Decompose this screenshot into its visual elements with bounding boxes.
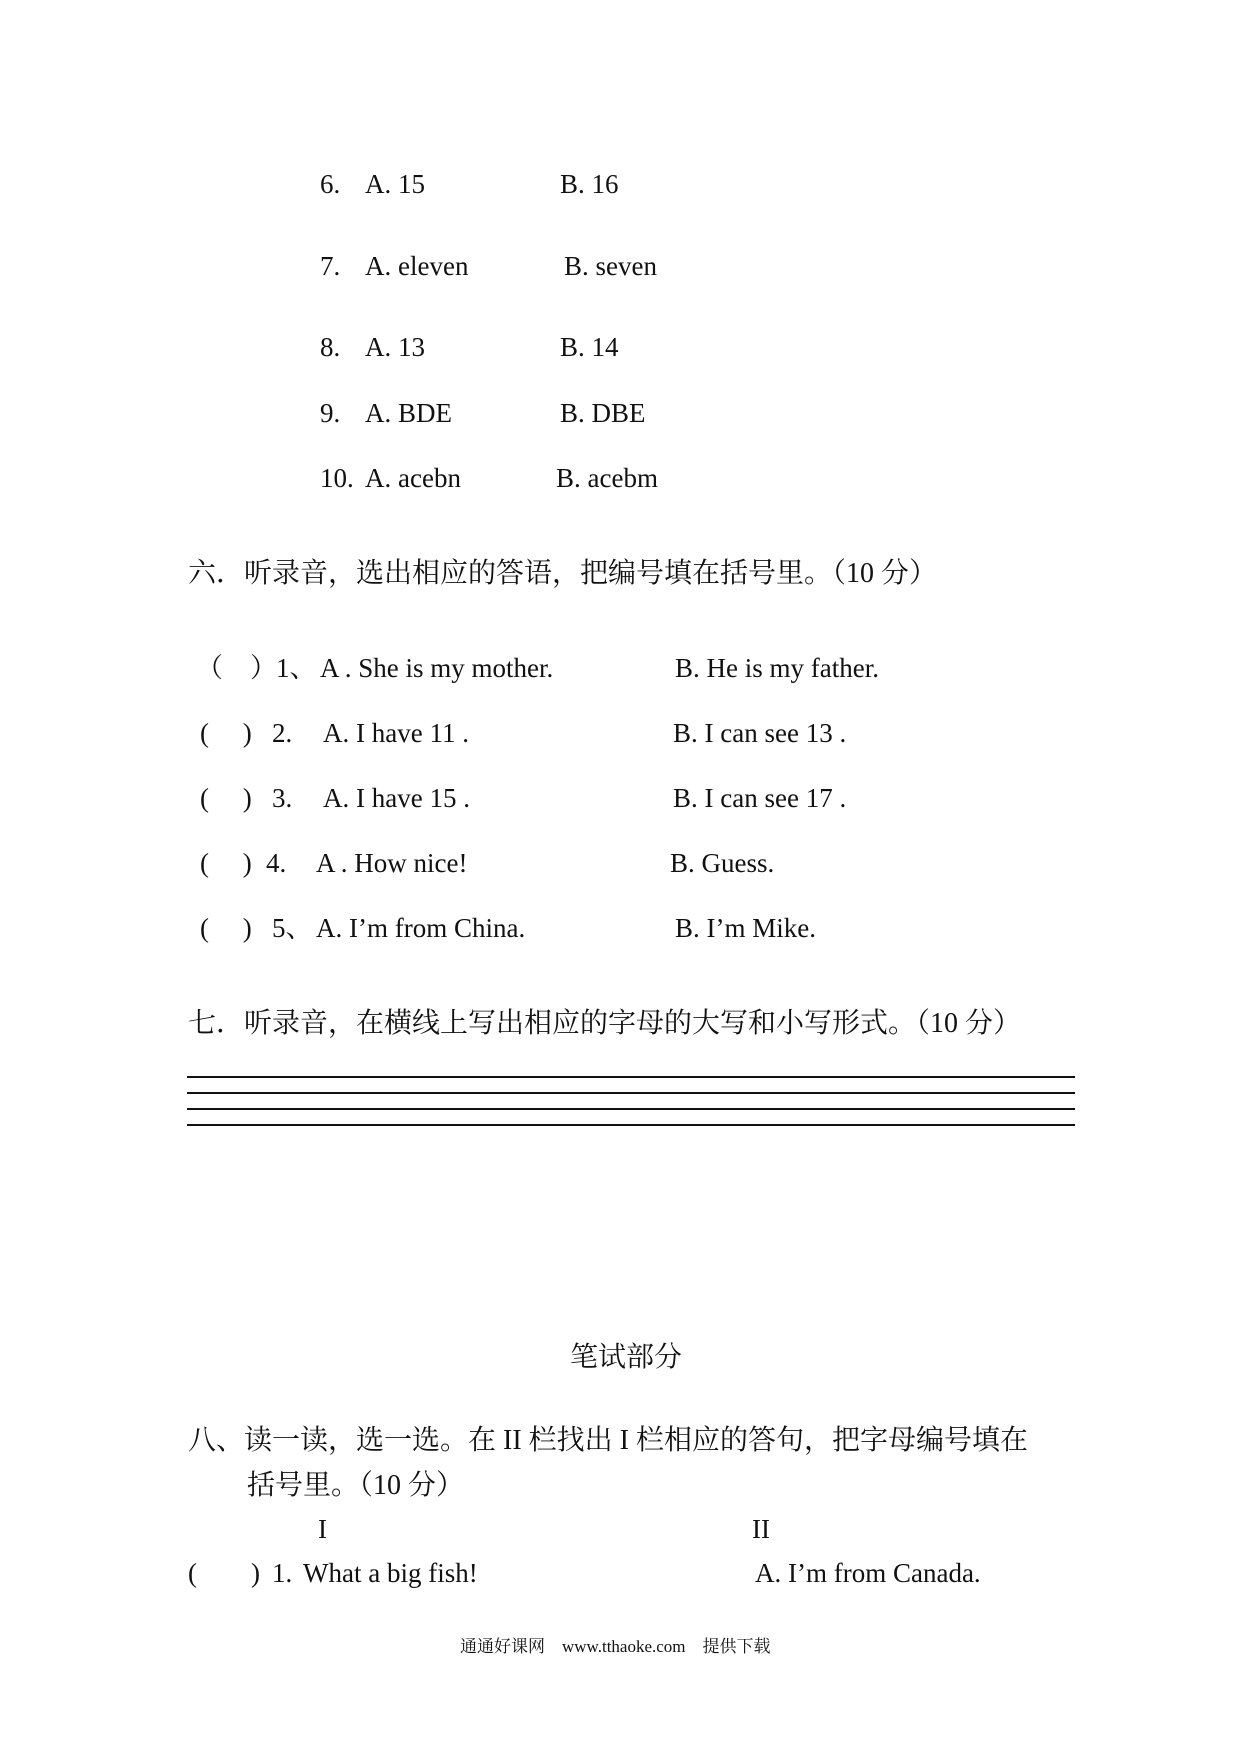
- section8-item1-bracket: ( ): [188, 1558, 260, 1588]
- item4-option-b: B. Guess.: [670, 848, 775, 878]
- option-8-a: A. 13: [365, 332, 425, 362]
- section8-heading-line1: 八、读一读，选一选。在 II 栏找出 I 栏相应的答句，把字母编号填在: [188, 1425, 1028, 1456]
- option-10-num: 10.: [320, 463, 354, 493]
- item4-num: 4.: [266, 848, 287, 878]
- item4-option-a: A . How nice!: [316, 848, 468, 878]
- option-6-a: A. 15: [365, 169, 425, 199]
- item2-bracket: ( ): [200, 718, 252, 748]
- writing-line-4: [187, 1124, 1075, 1126]
- writing-line-3: [187, 1108, 1075, 1110]
- option-9-b: B. DBE: [560, 398, 646, 428]
- writing-line-1: [187, 1076, 1075, 1078]
- option-6-num: 6.: [320, 169, 341, 199]
- footer-source: 通通好课网 www.tthaoke.com 提供下载: [460, 1637, 771, 1656]
- item3-num: 3.: [272, 783, 293, 813]
- option-7-num: 7.: [320, 251, 341, 281]
- item5-option-a: A. I’m from China.: [316, 913, 526, 943]
- written-part-title: 笔试部分: [570, 1342, 683, 1373]
- item2-num: 2.: [272, 718, 293, 748]
- section6-heading: 六．听录音，选出相应的答语，把编号填在括号里。（10 分）: [188, 558, 938, 589]
- item5-option-b: B. I’m Mike.: [675, 913, 816, 943]
- option-10-b: B. acebm: [556, 463, 658, 493]
- item1-option-a: A . She is my mother.: [320, 653, 554, 683]
- column-i-label: I: [318, 1514, 327, 1544]
- section7-heading: 七．听录音，在横线上写出相应的字母的大写和小写形式。（10 分）: [188, 1008, 1022, 1039]
- option-9-a: A. BDE: [365, 398, 452, 428]
- option-10-a: A. acebn: [365, 463, 461, 493]
- item2-option-a: A. I have 11 .: [323, 718, 469, 748]
- item1-num: 1、: [276, 653, 317, 683]
- item2-option-b: B. I can see 13 .: [673, 718, 847, 748]
- item4-bracket: ( ): [200, 848, 252, 878]
- option-8-b: B. 14: [560, 332, 619, 362]
- section8-item1-question: What a big fish!: [303, 1558, 478, 1588]
- item3-bracket: ( ): [200, 783, 252, 813]
- item5-num: 5、: [272, 913, 313, 943]
- section8-item1-answer: A. I’m from Canada.: [755, 1558, 981, 1588]
- option-9-num: 9.: [320, 398, 341, 428]
- item1-bracket: （ ）: [196, 653, 277, 683]
- item3-option-a: A. I have 15 .: [323, 783, 470, 813]
- writing-line-2: [187, 1092, 1075, 1094]
- option-7-b: B. seven: [564, 251, 657, 281]
- option-6-b: B. 16: [560, 169, 619, 199]
- item5-bracket: ( ): [200, 913, 252, 943]
- section8-heading-line2: 括号里。（10 分）: [247, 1470, 465, 1501]
- column-ii-label: II: [752, 1514, 770, 1544]
- item3-option-b: B. I can see 17 .: [673, 783, 847, 813]
- item1-option-b: B. He is my father.: [675, 653, 879, 683]
- section8-item1-num: 1.: [272, 1558, 293, 1588]
- option-7-a: A. eleven: [365, 251, 469, 281]
- option-8-num: 8.: [320, 332, 341, 362]
